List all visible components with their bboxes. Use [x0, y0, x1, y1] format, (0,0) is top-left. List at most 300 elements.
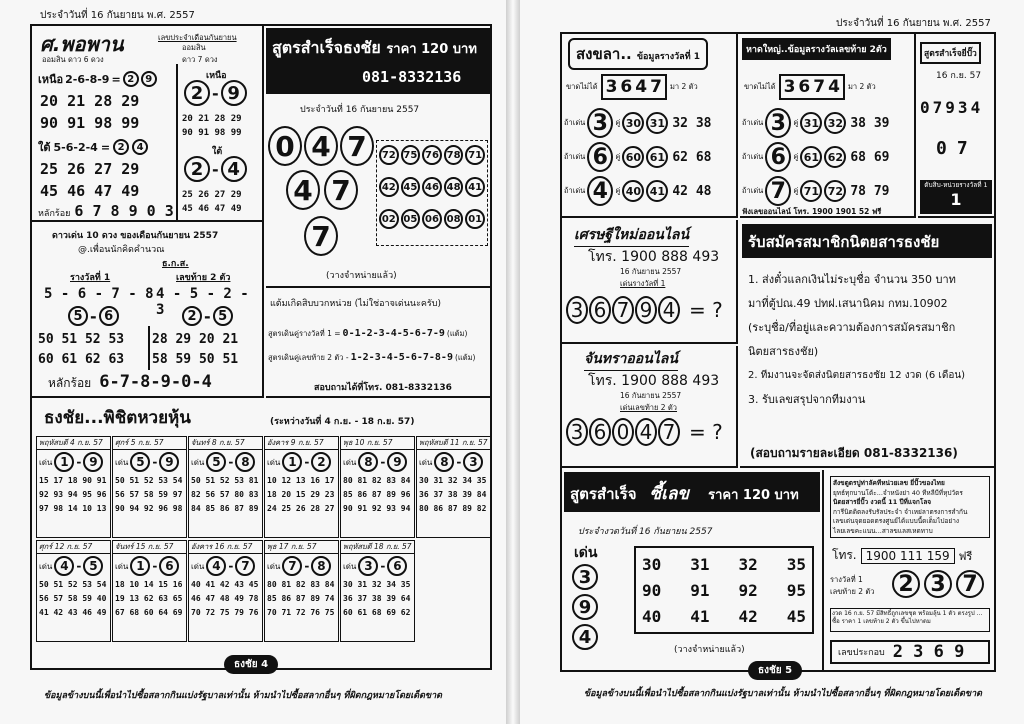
khad-digit: 6	[620, 77, 633, 97]
yipew-digit: 7	[932, 98, 943, 117]
yipew-pair: 7	[956, 138, 968, 159]
pichit-cell-play: เด่น	[343, 457, 357, 467]
setthi-digit: 4	[658, 296, 680, 324]
grid2-row: 45 46 47 49	[40, 182, 140, 200]
tem-line2-suffix: (แต้ม)	[454, 353, 476, 362]
pichit-cell-date: อังคาร 16 ก.ย. 57	[189, 541, 262, 554]
tai-right-dash: -	[212, 159, 219, 179]
zilek-cell: 90	[642, 581, 662, 600]
pichit-cell-play: เด่น	[191, 561, 205, 571]
play-row-label: ถ้าเด่น	[742, 186, 764, 195]
daoden-num-row: 28 29 20 21	[152, 332, 239, 347]
pichit-cell-b: 8	[311, 556, 331, 576]
setthi-digit: 9	[635, 296, 657, 324]
play-row-n: 42 48	[672, 183, 712, 199]
play-row-label: ถ้าเด่น	[742, 118, 764, 127]
yipew-digit: 3	[957, 98, 968, 117]
zilek-den: 4	[572, 624, 598, 650]
play-row-pair: คู่	[615, 118, 621, 127]
sutsamret-price: ราคา 120 บาท	[386, 42, 477, 57]
rapsamak-panel	[740, 220, 994, 468]
pair-cell: 78	[444, 145, 464, 165]
yipew-box-digit: 7	[956, 570, 984, 598]
play-row-pair: คู่	[615, 152, 621, 161]
setthi-digit: 7	[612, 296, 634, 324]
pichit-cell-play: เด่น	[267, 457, 281, 467]
pair-cell: 48	[444, 177, 464, 197]
chanthra-digit: 0	[612, 418, 634, 446]
left-footer: ข้อมูลข้างบนนี้เพื่อนำไปซื้อสลากกินแบ่งรัฐบาลเท่านั้น ห้ามนำไปซื้อสลากอื่นๆ ที่ผิดกฎหมายโดยเด็ดขาด	[44, 691, 443, 701]
songkhla-panel	[562, 34, 738, 218]
pair-cell: 41	[465, 177, 485, 197]
pichit-cell	[36, 540, 111, 642]
yipew-box	[826, 470, 994, 670]
page-gutter	[506, 0, 520, 724]
yipew-rang-label: เลขท้าย 2 ตัว	[830, 587, 875, 596]
tai-label: ใต้	[38, 141, 51, 154]
nuea-right-b: 9	[221, 80, 247, 106]
pichit-cell	[416, 436, 491, 538]
pichit-cell-nums: 90 94 92 96 98	[115, 504, 183, 513]
play-row	[742, 140, 890, 174]
pair-cell: 01	[465, 209, 485, 229]
pichit-cell-date: จันทร์ 8 ก.ย. 57	[189, 437, 262, 450]
rang1-pair-a: 5	[68, 306, 88, 326]
zilek-cell: 45	[786, 607, 806, 626]
chanthra-eq: = ?	[689, 420, 723, 444]
rang1-label: รางวัลที่ 1	[70, 273, 111, 283]
pichit-cell-play: เด่น	[419, 457, 433, 467]
zilek-den-label: เด่น	[574, 545, 598, 561]
pichit-cell	[340, 436, 415, 538]
rapsamak-item: 1. ส่งตั๋วแลกเงินไม่ระบุชื่อ จำนวน 350 บาท	[748, 273, 956, 286]
nuea-left-pair-a: 2	[123, 71, 139, 87]
hatyai-note: ฟังเลขออนไลน์ โทร. 1900 1901 52 ฟรี	[742, 207, 882, 216]
zilek-den: 9	[572, 594, 598, 620]
yipew-text: สังขตูตรปูท่าลัคทีหน่วยเลข ยี่ปั๊วของไทย	[833, 479, 945, 487]
pichit-cell-nums: 70 71 72 76 75	[267, 608, 335, 617]
pichit-cell	[264, 436, 339, 538]
pichit-cell-dash: -	[304, 559, 310, 573]
khad-suffix: มา 2 ตัว	[847, 82, 876, 91]
chanthra-digit: 6	[589, 418, 611, 446]
lek-label: เลขท้าย 2 ตัว	[176, 273, 231, 283]
pichit-cell-b: 6	[387, 556, 407, 576]
zilek-date: ประจำงวดวันที่ 16 กันยายน 2557	[578, 527, 713, 537]
rapsamak-contact: (สอบถามรายละเอียด 081-8332136)	[750, 446, 958, 460]
pichit-cell-nums: 40 41 42 43 45	[191, 580, 259, 589]
laksoi-digits: 6 7 8 9 0 3	[74, 202, 174, 220]
nuea-left-pair-b: 9	[141, 71, 157, 87]
songkhla-title: สงขลา..	[576, 45, 632, 63]
lek-pair-b: 5	[213, 306, 233, 326]
pichit-cell-b: 9	[387, 452, 407, 472]
pichit-cell-nums: 50 51 52 53 54	[115, 476, 183, 485]
khad-digit: 3	[783, 77, 796, 97]
daoden-title: ดาวเด่น 10 ดวง ของเดือนกันยายน 2557	[52, 231, 219, 241]
play-row-big: 6	[765, 142, 791, 172]
sutsamret-header	[266, 28, 490, 94]
play-row-big: 3	[765, 108, 791, 138]
setthi-digit: 6	[589, 296, 611, 324]
pichit-cell-play: เด่น	[191, 457, 205, 467]
play-row-big: 4	[587, 176, 613, 206]
pichit-range: (ระหว่างวันที่ 4 ก.ย. - 18 ก.ย. 57)	[270, 417, 415, 427]
nuea-right-grid-row: 20 21 28 29	[182, 114, 242, 124]
sor-phochan-sub4: ดาว 7 ดวง	[182, 55, 218, 64]
chanthra-digit: 4	[635, 418, 657, 446]
play-row-label: ถ้าเด่น	[564, 152, 586, 161]
laksoi-label: หลักร้อย	[38, 209, 71, 219]
nuea-right-label: เหนือ	[206, 71, 227, 81]
play-row-pair: คู่	[793, 152, 799, 161]
pichit-cell-nums: 41 42 43 46 49	[39, 608, 107, 617]
tai-right-label: ใต้	[212, 147, 223, 157]
pichit-cell-dash: -	[380, 455, 386, 469]
zilek-grid	[634, 546, 814, 634]
play-row-n: 68 69	[850, 149, 890, 165]
zilek-price: ราคา 120 บาท	[708, 488, 799, 503]
setthi-phone: โทร. 1900 888 493	[588, 249, 720, 265]
daoden-sub: @.เพื่อนนักคิดคำนวณ	[78, 245, 165, 255]
tai-eq: =	[100, 140, 111, 154]
pair-cell: 42	[379, 177, 399, 197]
chanthra-digit: 7	[658, 418, 680, 446]
pichit-cell-nums: 70 72 75 79 76	[191, 608, 259, 617]
zilek-title: สูตรสำเร็จ	[570, 485, 637, 503]
sor-phochan-sub2: เลขประจำเดือนกันยายน	[158, 33, 237, 42]
rang1-digits: 5 - 6 - 7 - 8	[44, 286, 154, 302]
rapsamak-item: 3. รับเลขสรุปจากทีมงาน	[748, 393, 866, 406]
play-row-pair: คู่	[793, 118, 799, 127]
yipew-title: สูตรสำเร็จยี่ปั๊ว	[920, 42, 981, 64]
nuea-left-digits: 2-6-8-9	[65, 72, 110, 86]
pichit-cell-nums: 10 12 13 16 17	[267, 476, 335, 485]
pichit-cell-dash: -	[456, 455, 462, 469]
pichit-cell-dash: -	[152, 559, 158, 573]
pichit-cell-a: 5	[130, 452, 150, 472]
tem-panel	[266, 286, 490, 398]
khad-digit: 7	[813, 77, 826, 97]
pichit-cell-a: 5	[206, 452, 226, 472]
pichit-cell-dash: -	[228, 455, 234, 469]
tem-line1-suffix: (แต้ม)	[446, 329, 468, 338]
pichit-cell-nums: 84 85 86 87 89	[191, 504, 259, 513]
play-row-big: 3	[587, 108, 613, 138]
zilek-panel	[562, 470, 824, 670]
pair-dash: -	[90, 306, 97, 326]
yipew-box-digit: 3	[924, 570, 952, 598]
daoden-divider	[148, 326, 150, 370]
zilek-cell: 42	[738, 607, 758, 626]
pichit-cell-nums: 24 25 26 28 27	[267, 504, 335, 513]
tai-right-grid-row: 25 26 27 29	[182, 190, 242, 200]
pair-cell: 72	[379, 145, 399, 165]
pichit-title: ธงชัย...พิชิตหวยหุ้น	[44, 408, 191, 428]
tai-pair-a: 2	[113, 139, 129, 155]
pichit-cell-nums: 90 91 92 93 94	[343, 504, 411, 513]
pichit-cell	[264, 540, 339, 642]
lekprakob-label: เลขประกอบ	[838, 648, 885, 658]
play-row-c1: 71	[800, 180, 822, 202]
pichit-cell-date: พฤหัสบดี 11 ก.ย. 57	[417, 437, 490, 450]
grid1-row: 90 91 98 99	[40, 114, 140, 132]
pichit-cell-nums: 19 13 62 63 65	[115, 594, 183, 603]
pichit-cell-nums: 56 57 58 59 97	[115, 490, 183, 499]
play-row-c1: 31	[800, 112, 822, 134]
play-row-big: 6	[587, 142, 613, 172]
chanthra-title: จันทราออนไลน์	[584, 348, 678, 371]
sutsamret-date: ประจำวันที่ 16 กันยายน 2557	[300, 105, 420, 115]
zilek-cell: 35	[786, 555, 806, 574]
play-row	[742, 106, 890, 140]
tem-line2-label: สูตรเดินคู่เลขท้าย 2 ตัว -	[268, 353, 349, 362]
zilek-cell: 95	[786, 581, 806, 600]
pichit-cell-nums: 50 51 52 53 54	[39, 580, 107, 589]
nuea-left-eq: =	[111, 72, 121, 86]
pichit-cell-dash: -	[76, 559, 82, 573]
play-row-n: 32 38	[672, 115, 712, 131]
page-header: ประจำวันที่ 16 กันยายน พ.ศ. 2557	[40, 10, 195, 21]
yipew-sub: ตับสิบ-หน่วยรางวัลที่ 1	[924, 181, 988, 189]
pichit-cell	[112, 436, 187, 538]
sor-phochan-title: ศ.พอพาน	[40, 32, 124, 56]
pichit-cell	[188, 436, 263, 538]
yipew-text: เลขเด่นจุดยอดตรงศูนย์ได้แบบนี้ดเต็มไปอย่าง	[833, 517, 960, 525]
pichit-cell-b: 8	[235, 452, 255, 472]
big-digit: 7	[340, 126, 374, 166]
setthi-panel	[562, 220, 738, 344]
sor-phochan-sub1: ออมสิน ดาว 6 ดวง	[42, 55, 104, 64]
setthi-digit: 3	[566, 296, 588, 324]
pichit-cell-a: 4	[206, 556, 226, 576]
zilek-cell: 91	[690, 581, 710, 600]
pair-dash: -	[204, 306, 211, 326]
pichit-cell-b: 6	[159, 556, 179, 576]
grid1-row: 20 21 28 29	[40, 92, 140, 110]
tai-right-b: 4	[221, 156, 247, 182]
pichit-cell-dash: -	[380, 559, 386, 573]
rapsamak-item: นิตยสารธงชัย)	[748, 345, 819, 358]
khad-label: ขาดไม่ได้	[566, 82, 598, 91]
pichit-cell-a: 7	[282, 556, 302, 576]
play-row-pair: คู่	[793, 186, 799, 195]
setthi-title: เศรษฐีใหม่ออนไลน์	[574, 224, 689, 247]
sor-phochan-panel	[32, 26, 264, 222]
khad-digit: 4	[828, 77, 840, 97]
rapsamak-item: (ระบุชื่อ/ที่อยู่และความต้องการสมัครสมาชิก	[748, 321, 956, 334]
pichit-cell-b: 7	[235, 556, 255, 576]
tai-right-a: 2	[184, 156, 210, 182]
pichit-cell-date: อังคาร 9 ก.ย. 57	[265, 437, 338, 450]
pichit-cell-b: 5	[83, 556, 103, 576]
rapsamak-title: รับสมัครสมาชิกนิตยสารธงชัย	[742, 224, 992, 258]
chanthra-panel	[562, 346, 738, 468]
page-header: ประจำวันที่ 16 กันยายน พ.ศ. 2557	[836, 18, 991, 29]
pichit-cell-dash: -	[152, 455, 158, 469]
pichit-cell-a: 1	[130, 556, 150, 576]
pichit-cell-play: เด่น	[343, 561, 357, 571]
tem-line1-digits: 0-1-2-3-4-5-6-7-9	[342, 328, 445, 339]
nuea-left-label: เหนือ	[38, 73, 64, 86]
nuea-right-a: 2	[184, 80, 210, 106]
play-row-c2: 72	[824, 180, 846, 202]
play-row	[564, 140, 712, 174]
yipew-digit: 0	[920, 98, 930, 117]
khad-digit: 7	[650, 77, 662, 97]
big-digit: 0	[268, 126, 302, 166]
lek-digits: 4 - 5 - 2 - 3	[156, 286, 249, 318]
sutsamret-digits	[268, 124, 378, 264]
pair-cell: 46	[422, 177, 442, 197]
pichit-cell-nums: 18 10 14 15 16	[115, 580, 183, 589]
pichit-cell-nums: 85 86 87 89 96	[343, 490, 411, 499]
sutsamret-grid	[376, 140, 488, 246]
yipew-date: 16 ก.ย. 57	[936, 71, 982, 81]
setthi-label: เด่นรางวัลที่ 1	[620, 279, 666, 288]
pichit-cell-nums: 60 61 68 69 62	[343, 608, 411, 617]
daoden-laksoi-label: หลักร้อย	[48, 376, 92, 390]
zilek-badge: ธงชัย 5	[748, 661, 802, 680]
tem-line2-digits: 1-2-3-4-5-6-7-8-9	[350, 352, 453, 363]
daoden-num-row: 50 51 52 53	[38, 332, 125, 347]
pichit-cell-a: 8	[358, 452, 378, 472]
big-digit: 4	[286, 170, 320, 210]
chanthra-label: เด่นเลขท้าย 2 ตัว	[620, 403, 678, 412]
play-row	[564, 106, 712, 140]
pichit-cell-nums: 15 17 18 90 91	[39, 476, 107, 485]
tai-pair-b: 4	[132, 139, 148, 155]
tai-right-grid-row: 45 46 47 49	[182, 204, 242, 214]
pichit-cell-nums: 80 81 82 83 84	[343, 476, 411, 485]
pichit-cell-nums: 92 93 94 95 96	[39, 490, 107, 499]
play-row-label: ถ้าเด่น	[742, 152, 764, 161]
daoden-panel	[32, 222, 264, 398]
pichit-cell-dash: -	[76, 455, 82, 469]
pichit-cell-dash: -	[228, 559, 234, 573]
play-row-c2: 31	[646, 112, 668, 134]
yipew-phone: 1900 111 159	[861, 548, 955, 564]
play-row-pair: คู่	[615, 186, 621, 195]
pichit-cell-play: เด่น	[115, 561, 129, 571]
play-row-n: 38 39	[850, 115, 890, 131]
zilek-cell: 30	[642, 555, 662, 574]
khad-digit: 3	[605, 77, 618, 97]
pichit-cell-date: จันทร์ 15 ก.ย. 57	[113, 541, 186, 554]
pichit-cell-date: ศุกร์ 12 ก.ย. 57	[37, 541, 110, 554]
pair-cell: 71	[465, 145, 485, 165]
songkhla-sub: ข้อมูลรางวัลที่ 1	[636, 52, 701, 62]
chanthra-date: 16 กันยายน 2557	[620, 391, 682, 400]
yipew-digit: 4	[970, 98, 981, 117]
pichit-cell-dash: -	[304, 455, 310, 469]
pichit-cell-nums: 80 81 82 83 84	[267, 580, 335, 589]
tem-title: แต้มเกิดสิบบวกหน่วย (ไม่ใช่อาจเด่นนะครับ)	[270, 299, 441, 309]
tem-line1-label: สูตรเดินคู่รางวัลที่ 1 =	[268, 329, 341, 338]
pichit-cell-play: เด่น	[115, 457, 129, 467]
play-row-n: 78 79	[850, 183, 890, 199]
setthi-eq: = ?	[689, 298, 723, 322]
play-row-c2: 41	[646, 180, 668, 202]
yipew-text: ไลยเลขคะแนน...สาลขแลสเหดทาบ	[833, 526, 933, 535]
pichit-cell-nums: 18 20 15 29 23	[267, 490, 335, 499]
pichit-cell-nums: 85 86 87 89 74	[267, 594, 335, 603]
pichit-cell	[112, 540, 187, 642]
pichit-cell-nums: 36 37 38 39 84	[419, 490, 487, 499]
big-digit: 7	[324, 170, 358, 210]
play-row-label: ถ้าเด่น	[564, 186, 586, 195]
chanthra-digit: 3	[566, 418, 588, 446]
pichit-cell-b: 2	[311, 452, 331, 472]
tem-phone: สอบถามได้ที่โทร. 081-8332136	[314, 383, 452, 393]
pichit-cell-b: 9	[159, 452, 179, 472]
pichit-cell-b: 3	[463, 452, 483, 472]
zilek-cell: 40	[642, 607, 662, 626]
play-row	[742, 174, 890, 208]
pair-cell: 05	[401, 209, 421, 229]
pichit-cell-b: 9	[83, 452, 103, 472]
daoden-num-row: 60 61 62 63	[38, 352, 125, 367]
zilek-den: 3	[572, 564, 598, 590]
yipew-text: ยุทธ์ทุกบานโต้ะ...จำหนังย่า 40 ทีหลีบีที่หุปวัตร	[833, 488, 963, 497]
pichit-cell-date: พุธ 17 ก.ย. 57	[265, 541, 338, 554]
pichit-cell-a: 1	[282, 452, 302, 472]
pichit-cell-date: พฤหัสบดี 4 ก.ย. 57	[37, 437, 110, 450]
play-row-label: ถ้าเด่น	[564, 118, 586, 127]
setthi-date: 16 กันยายน 2557	[620, 267, 682, 276]
pichit-cell-date: พุธ 10 ก.ย. 57	[341, 437, 414, 450]
daoden-tks: ธ.ก.ส.	[162, 259, 189, 269]
pichit-cell-play: เด่น	[39, 561, 53, 571]
pichit-cell-a: 8	[434, 452, 454, 472]
play-row-c2: 32	[824, 112, 846, 134]
pichit-cell-nums: 80 86 87 89 82	[419, 504, 487, 513]
rapsamak-item: มาที่ตู้ปณ.49 ปทฝ.เสนานิคม กทม.10902	[748, 297, 948, 310]
play-row-c2: 61	[646, 146, 668, 168]
nuea-right-grid-row: 90 91 98 99	[182, 128, 242, 138]
pichit-cell	[36, 436, 111, 538]
chanthra-phone: โทร. 1900 888 493	[588, 373, 720, 389]
zilek-header	[564, 472, 820, 512]
right-page	[520, 0, 1024, 724]
yipew-small-note: งวด 16 ก.ย. 57 มีสิทธิ์ถูกเลขชุด พร้อมลุ้น 1 ตัว ตรงรูป ... ซื้อ ราคา 1 เลขท้าย 2 ตัว ขึ้นไปหาดม	[830, 608, 990, 632]
play-row-c1: 60	[622, 146, 644, 168]
pichit-cell-nums: 67 68 60 64 69	[115, 608, 183, 617]
pichit-cell-date: พฤหัสบดี 18 ก.ย. 57	[341, 541, 414, 554]
play-row	[564, 174, 712, 208]
zilek-title2: ซี้เลข	[649, 484, 689, 504]
zilek-sold-out: (วางจำหน่ายแล้ว)	[674, 645, 745, 655]
sutsamret-phone: 081-8332136	[362, 68, 462, 86]
sutsamret-sold-out: (วางจำหน่ายแล้ว)	[326, 271, 397, 281]
yipew-digit: 9	[945, 98, 955, 117]
rang1-pair-b: 6	[99, 306, 119, 326]
lekprakob-digits: 2 3 6 9	[892, 642, 965, 662]
pichit-cell	[340, 540, 415, 642]
pichit-cell-a: 4	[54, 556, 74, 576]
pichit-cell-a: 3	[358, 556, 378, 576]
khad-digit: 6	[798, 77, 811, 97]
tai-digits: 5-6-2-4	[53, 140, 98, 154]
pair-cell: 08	[444, 209, 464, 229]
pair-cell: 76	[422, 145, 442, 165]
play-row-c1: 30	[622, 112, 644, 134]
pichit-cell-nums: 56 57 58 59 40	[39, 594, 107, 603]
left-page	[0, 0, 506, 724]
yipew-phone-suffix: ฟรี	[958, 549, 973, 563]
big-digit: 7	[304, 216, 338, 256]
pichit-cell-date: ศุกร์ 5 ก.ย. 57	[113, 437, 186, 450]
